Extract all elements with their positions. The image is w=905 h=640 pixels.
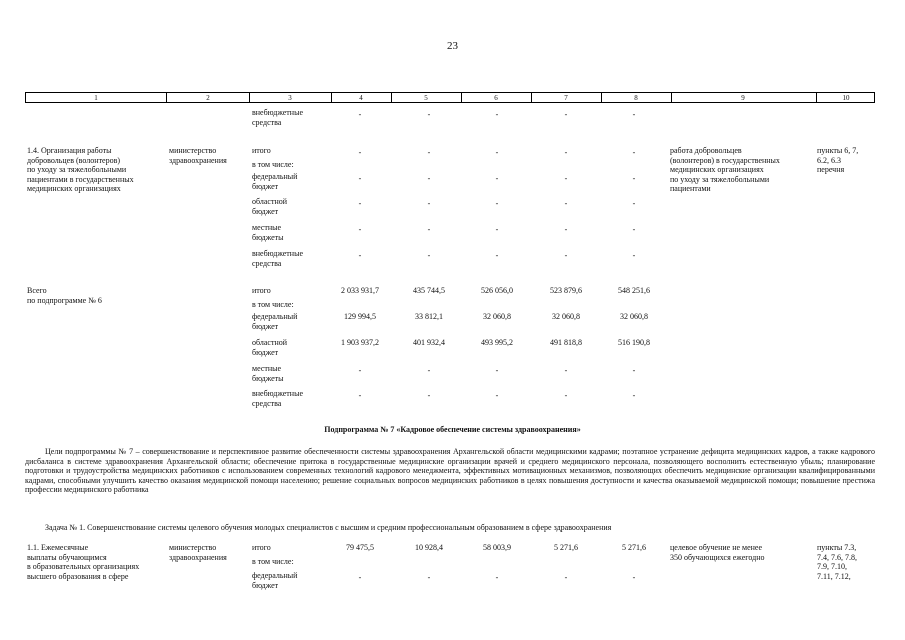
cell-value: - [427, 148, 431, 157]
cell-value: - [358, 366, 362, 375]
cell-value: - [358, 199, 362, 208]
row-label: в том числе: [252, 160, 294, 169]
expected-result: целевое обучение не менее 350 обучающихся ежегодно [670, 543, 765, 562]
cell-value: 493 995,2 [481, 338, 513, 347]
header-col-4: 4 [359, 94, 363, 102]
cell-value: 129 994,5 [344, 312, 376, 321]
cell-value: - [564, 573, 568, 582]
cell-value: 5 271,6 [622, 543, 646, 552]
cell-value: - [632, 110, 636, 119]
header-col-3: 3 [288, 94, 292, 102]
row-label: итого [252, 543, 271, 552]
reference-points: пункты 6, 7, 6.2, 6.3 перечня [817, 146, 859, 175]
row-label: в том числе: [252, 300, 294, 309]
total-label: Всего по подпрограмме № 6 [27, 286, 102, 305]
cell-value: - [564, 366, 568, 375]
cell-value: - [427, 391, 431, 400]
row-label: областной бюджет [252, 338, 288, 357]
cell-value: - [495, 148, 499, 157]
row-label: федеральный бюджет [252, 571, 298, 590]
row-label: внебюджетные средства [252, 389, 303, 408]
header-col-6: 6 [494, 94, 498, 102]
cell-value: - [564, 174, 568, 183]
table-header-row [25, 92, 875, 103]
row-label: внебюджетные средства [252, 108, 303, 127]
cell-value: - [495, 199, 499, 208]
cell-value: - [564, 148, 568, 157]
cell-value: - [564, 110, 568, 119]
cell-value: 516 190,8 [618, 338, 650, 347]
cell-value: 526 056,0 [481, 286, 513, 295]
cell-value: 491 818,8 [550, 338, 582, 347]
cell-value: 79 475,5 [346, 543, 374, 552]
page-number: 23 [447, 40, 458, 52]
cell-value: 523 879,6 [550, 286, 582, 295]
cell-value: 32 060,8 [483, 312, 511, 321]
header-col-8: 8 [634, 94, 638, 102]
cell-value: - [632, 148, 636, 157]
cell-value: - [632, 225, 636, 234]
item-name: 1.1. Ежемесячные выплаты обучающимся в образовательных организациях высшего образования в сфере [27, 543, 140, 581]
cell-value: - [564, 199, 568, 208]
cell-value: - [427, 573, 431, 582]
row-label: федеральный бюджет [252, 172, 298, 191]
cell-value: - [358, 251, 362, 260]
row-label: областной бюджет [252, 197, 288, 216]
row-label: внебюджетные средства [252, 249, 303, 268]
header-col-1: 1 [94, 94, 98, 102]
cell-value: 2 033 931,7 [341, 286, 379, 295]
cell-value: - [358, 225, 362, 234]
header-col-9: 9 [741, 94, 745, 102]
cell-value: - [495, 366, 499, 375]
cell-value: 401 932,4 [413, 338, 445, 347]
cell-value: - [632, 366, 636, 375]
cell-value: - [495, 391, 499, 400]
subprogram-title: Подпрограмма № 7 «Кадровое обеспечение системы здравоохранения» [324, 425, 581, 434]
cell-value: - [358, 174, 362, 183]
header-col-10: 10 [842, 94, 850, 102]
cell-value: - [427, 366, 431, 375]
cell-value: - [358, 391, 362, 400]
responsible-body: министерство здравоохранения [169, 543, 227, 562]
cell-value: - [427, 110, 431, 119]
cell-value: - [495, 573, 499, 582]
task-heading: Задача № 1. Совершенствование системы целевого обучения молодых специалистов с высшим и средним профессиональным образованием в сфере здравоохранения [45, 523, 612, 532]
cell-value: - [427, 251, 431, 260]
row-label: в том числе: [252, 557, 294, 566]
cell-value: - [495, 225, 499, 234]
responsible-body: министерство здравоохранения [169, 146, 227, 165]
item-name: 1.4. Организация работы добровольцев (волонтеров) по уходу за тяжелобольными пациентами в государственных медицинских организациях [27, 146, 134, 194]
cell-value: - [632, 199, 636, 208]
reference-points: пункты 7.3, 7.4, 7.6, 7.8, 7.9, 7.10, 7.11, 7.12, [817, 543, 857, 581]
row-label: федеральный бюджет [252, 312, 298, 331]
row-label: местные бюджеты [252, 364, 284, 383]
cell-value: - [358, 110, 362, 119]
cell-value: 32 060,8 [552, 312, 580, 321]
cell-value: - [427, 174, 431, 183]
header-col-7: 7 [564, 94, 568, 102]
cell-value: - [564, 225, 568, 234]
cell-value: 10 928,4 [415, 543, 443, 552]
row-label: итого [252, 286, 271, 295]
cell-value: - [495, 174, 499, 183]
cell-value: 33 812,1 [415, 312, 443, 321]
cell-value: - [358, 148, 362, 157]
cell-value: 32 060,8 [620, 312, 648, 321]
cell-value: - [358, 573, 362, 582]
expected-result: работа добровольцев (волонтеров) в государственных медицинских организациях по уходу за тяжелобольными пациентами [670, 146, 780, 194]
cell-value: - [564, 391, 568, 400]
cell-value: - [632, 391, 636, 400]
cell-value: - [495, 110, 499, 119]
header-col-5: 5 [424, 94, 428, 102]
goals-paragraph: Цели подпрограммы № 7 – совершенствование и перспективное развитие обеспеченности системы здравоохранения Архангельской области медицинскими кадрами; поэтапное устранение дефицита медицинских кадров, а также кадрового дисбаланса в системе здравоохранения Архангельской области; обеспечение притока в государственные медицинские организации врачей и среднего медицинского персонала, позволяющего восполнить естественную убыль; планирование подготовки и трудоустройства медицинских работников с использованием современных технологий кадрового менеджмента, эффективных мотивационных механизмов, позволяющих обеспечить медицинские организации квалифицированными кадрами, способными улучшить качество оказания медицинской помощи населению; решение социальных вопросов медицинских работников в целях повышения доступности и качества оказываемой медицинской помощи; повышение престижа профессии медицинского работника [25, 447, 875, 495]
cell-value: - [495, 251, 499, 260]
cell-value: - [564, 251, 568, 260]
row-label: итого [252, 146, 271, 155]
cell-value: - [427, 225, 431, 234]
cell-value: - [632, 251, 636, 260]
cell-value: 1 903 937,2 [341, 338, 379, 347]
row-label: местные бюджеты [252, 223, 284, 242]
cell-value: - [427, 199, 431, 208]
cell-value: 5 271,6 [554, 543, 578, 552]
cell-value: - [632, 573, 636, 582]
cell-value: 548 251,6 [618, 286, 650, 295]
header-col-2: 2 [206, 94, 210, 102]
cell-value: 435 744,5 [413, 286, 445, 295]
cell-value: - [632, 174, 636, 183]
cell-value: 58 003,9 [483, 543, 511, 552]
